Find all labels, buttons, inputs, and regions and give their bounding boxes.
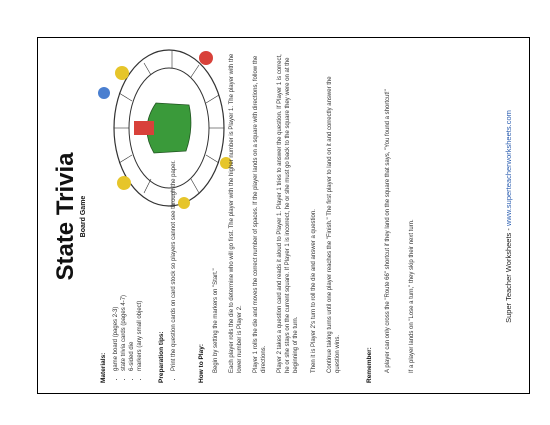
rotated-sheet [38,38,531,395]
howto-paragraph: Each player rolls the die to determine who will go first. The player with the higher number is Player 1. The player with the lower number is Player 2. [229,53,243,373]
list-item: • markers (any small object) [136,221,144,371]
howto-paragraph: Begin by setting the markers on "Start." [213,268,219,373]
materials-list [112,221,144,383]
howto-paragraph: Player 1 rolls the die and moves the correct number of spaces. If the player lands on a square with directions, follow the directions. [253,55,267,373]
howto-heading: How to Play: [198,343,205,383]
page-title: State Trivia [52,152,79,281]
list-item: • state trivia cards (pages 4-7) [120,221,128,371]
preparation-list [170,41,178,383]
list-item: • 6-sided die [128,221,136,371]
remember-paragraph: A player can only cross the "Route 66" shortcut if they land on the square that says, "You found a shortcut!" [385,89,391,373]
list-item: • game board (pages 2-3) [112,221,120,371]
howto-paragraph: Player 2 takes a question card and reads it aloud to Player 1. Player 1 tries to answer the question. If Player 1 is correct, he or she stays on the current square. If Player 1 is incorrect, he or she must go back to the square they were on at the beginning of the turn. [277,54,299,373]
page-frame [37,37,530,394]
page-subtitle: Board Game [80,195,87,238]
preparation-heading: Preparation tips: [158,331,165,383]
footer-url[interactable]: www.superteacherworksheets.com [504,110,513,227]
remember-heading: Remember: [366,347,373,383]
footer-prefix: Super Teacher Worksheets - [504,226,513,323]
list-item: • Print the question cards on card stock so players cannot see through the paper. [170,41,178,371]
remember-paragraph: If a player lands on "Lose a turn," they skip their next turn. [409,219,415,373]
howto-paragraph: Then it is Player 2's turn to roll the die and answer a question. [311,209,317,373]
howto-paragraph: Continue taking turns until one player reaches the "Finish." The first player to land on it and correctly answer the question wins. [327,76,341,373]
materials-heading: Materials: [100,352,107,383]
footer [504,38,513,395]
